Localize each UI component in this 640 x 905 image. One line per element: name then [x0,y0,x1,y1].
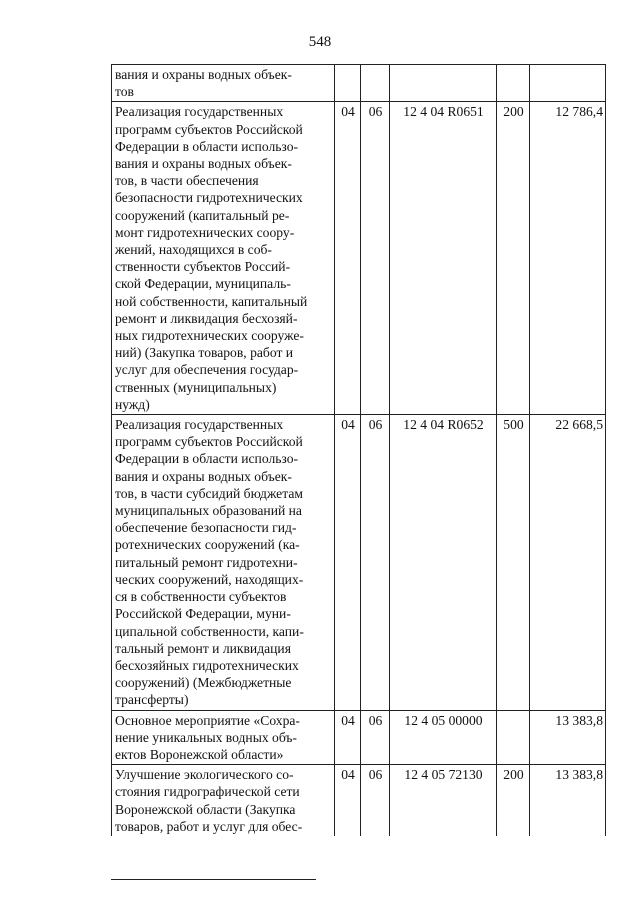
table-row [112,765,606,836]
item-name-cell [112,65,335,102]
item-name-line: трансферты) [115,692,189,708]
item-name-line: стояния гидрографической сети [115,784,300,800]
item-name-line: Российской Федерации, муни- [115,606,291,622]
table-row [112,65,606,102]
item-name-line: муниципальных образований на [115,503,302,519]
item-name-line: жений, находящихся в соб- [115,242,272,258]
amount-cell: 13 383,8 [530,710,606,765]
budget-table [111,64,606,836]
item-name-line: вания и охраны водных объек- [115,468,292,484]
item-name-line: программ субъектов Российской [115,121,303,137]
amount-cell: 12 786,4 [530,102,606,415]
item-name-line: ний) (Закупка товаров, работ и [115,345,294,361]
footnote-rule [111,879,316,880]
item-name-line: программ субъектов Российской [115,434,303,450]
item-name-line: ственности субъектов Россий- [115,259,291,275]
item-name-cell [112,710,335,765]
expense-type-cell: 200 [497,765,530,836]
amount-cell [530,65,606,102]
item-name-line: питальный ремонт гидротехни- [115,554,298,570]
item-name-line: тов, в части субсидий бюджетам [115,485,303,501]
item-name-line: Улучшение экологического со- [115,767,294,783]
item-name-line: обеспечение безопасности гид- [115,520,297,536]
page-number: 548 [308,34,332,50]
item-name-line: Реализация государственных [115,104,284,120]
target-article-cell [390,65,497,102]
section-code-cell: 04 [335,415,361,710]
item-name-line: тов [115,84,134,100]
table-row [112,710,606,765]
section-code-cell: 04 [335,710,361,765]
item-name-line: Федерации в области использо- [115,451,299,467]
expense-type-cell [497,65,530,102]
item-name-line: Воронежской области (Закупка [115,801,296,817]
item-name-line: безопасности гидротехнических [115,190,303,206]
item-name-line: нужд) [115,396,150,412]
target-article-cell: 12 4 05 00000 [390,710,497,765]
budget-table-body [112,65,606,836]
subsection-code-cell [361,65,390,102]
expense-type-cell: 500 [497,415,530,710]
item-name-line: ципальной собственности, капи- [115,623,304,639]
item-name-line: тов, в части обеспечения [115,173,259,189]
table-row [112,102,606,415]
item-name-line: нение уникальных водных объ- [115,729,297,745]
item-name-line: вания и охраны водных объек- [115,67,292,82]
item-name-line: ской Федерации, муниципаль- [115,276,291,292]
item-name-line: тальный ремонт и ликвидация [115,640,291,656]
item-name-line: сооружений) (Межбюджетные [115,675,292,691]
subsection-code-cell: 06 [361,415,390,710]
item-name-line: услуг для обеспечения государ- [115,362,299,378]
item-name-line: Федерации в области использо- [115,138,299,154]
item-name-line: ной собственности, капитальный [115,293,308,309]
item-name-line: ектов Воронежской области» [115,746,284,762]
item-name-line: ческих сооружений, находящих- [115,571,304,587]
table-row [112,415,606,710]
item-name-line: Основное мероприятие «Сохра- [115,712,300,728]
item-name-line: ремонт и ликвидация бесхозяй- [115,310,298,326]
subsection-code-cell: 06 [361,765,390,836]
item-name-line: бесхозяйных гидротехнических [115,657,299,673]
item-name-line: сооружений (капитальный ре- [115,207,290,223]
item-name-cell [112,102,335,415]
target-article-cell: 12 4 04 R0652 [390,415,497,710]
section-code-cell [335,65,361,102]
amount-cell: 22 668,5 [530,415,606,710]
item-name-line: Реализация государственных [115,417,284,433]
section-code-cell: 04 [335,765,361,836]
subsection-code-cell: 06 [361,710,390,765]
subsection-code-cell: 06 [361,102,390,415]
item-name-line: ных гидротехнических сооруже- [115,328,304,344]
expense-type-cell: 200 [497,102,530,415]
item-name-line: ся в собственности субъектов [115,589,287,605]
item-name-cell [112,765,335,836]
item-name-line: вания и охраны водных объек- [115,156,292,172]
target-article-cell: 12 4 05 72130 [390,765,497,836]
item-name-line: монт гидротехнических соору- [115,224,295,240]
item-name-line: ротехнических сооружений (ка- [115,537,300,553]
item-name-cell [112,415,335,710]
target-article-cell: 12 4 04 R0651 [390,102,497,415]
amount-cell: 13 383,8 [530,765,606,836]
item-name-line: ственных (муниципальных) [115,379,277,395]
expense-type-cell [497,710,530,765]
item-name-line: товаров, работ и услуг для обес- [115,818,303,834]
section-code-cell: 04 [335,102,361,415]
